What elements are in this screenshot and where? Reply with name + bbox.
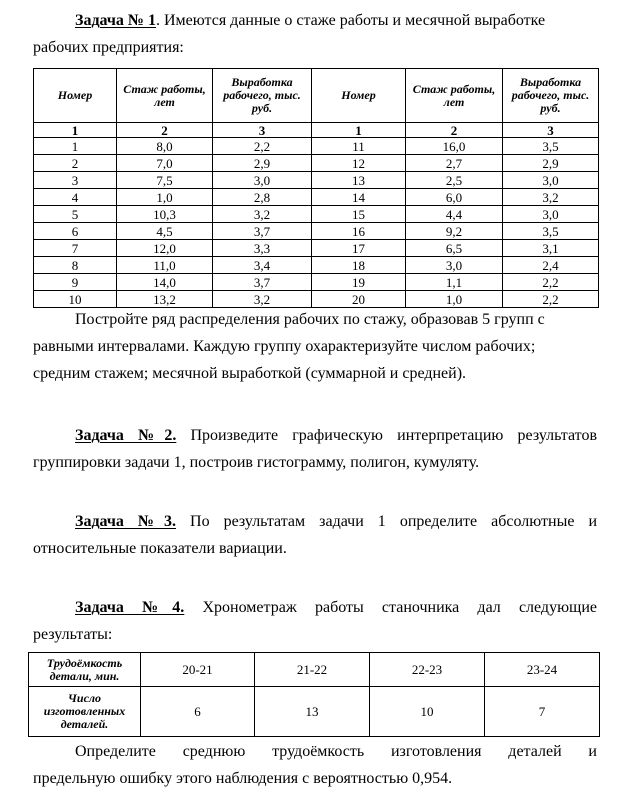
count-cell: 7	[485, 687, 600, 737]
output-cell: 2,8	[213, 189, 312, 206]
table-row	[34, 138, 599, 155]
table-row	[34, 206, 599, 223]
labor-intensity-table	[28, 652, 600, 737]
header-number-2: Номер	[312, 69, 406, 123]
task3-title: Задача №3.	[75, 513, 177, 530]
output-cell: 2,2	[213, 138, 312, 155]
number-cell: 2	[34, 155, 117, 172]
task1-intro-line2: рабочих предприятия:	[33, 39, 184, 56]
experience-cell: 6,5	[406, 240, 503, 257]
output-cell: 3,5	[503, 138, 599, 155]
table-row	[34, 172, 599, 189]
task4-question-line2: предельную ошибку этого наблюдения с вероятностью 0,954.	[33, 770, 453, 787]
task3-line2: относительные показатели вариации.	[33, 540, 287, 557]
labor-intensity-row	[29, 653, 600, 687]
number-cell: 10	[34, 291, 117, 308]
number-cell: 20	[312, 291, 406, 308]
experience-cell: 14,0	[117, 274, 213, 291]
task2-text: Произведите графическую интерпретацию результатов	[176, 427, 598, 444]
table-row	[34, 223, 599, 240]
task2-line2: группировки задачи 1, построив гистограмму, полигон, кумуляту.	[33, 454, 480, 471]
number-cell: 13	[312, 172, 406, 189]
task1-question-line2: равными интервалами. Каждую группу охарактеризуйте числом рабочих;	[33, 338, 536, 355]
output-cell: 3,7	[213, 274, 312, 291]
output-cell: 2,2	[503, 274, 599, 291]
count-cell: 6	[141, 687, 255, 737]
task2-title: Задача №2.	[75, 427, 177, 444]
experience-cell: 13,2	[117, 291, 213, 308]
header-output-2: Выработка рабочего, тыс. руб.	[503, 69, 599, 123]
experience-cell: 2,7	[406, 155, 503, 172]
task4-question-line1: Определите среднюю трудоёмкость изготовления деталей и	[75, 743, 597, 760]
header-experience-2: Стаж работы, лет	[406, 69, 503, 123]
experience-cell: 1,0	[117, 189, 213, 206]
header-output-1: Выработка рабочего, тыс. руб.	[213, 69, 312, 123]
experience-cell: 16,0	[406, 138, 503, 155]
task4-title: Задача №4.	[75, 599, 185, 616]
index-cell: 2	[406, 123, 503, 138]
task3-text: По результатам задачи 1 определите абсолютные и	[176, 513, 598, 530]
experience-cell: 12,0	[117, 240, 213, 257]
output-cell: 3,0	[503, 172, 599, 189]
table-row	[34, 189, 599, 206]
number-cell: 8	[34, 257, 117, 274]
interval-cell: 21-22	[255, 653, 370, 687]
output-cell: 3,3	[213, 240, 312, 257]
table-row	[34, 291, 599, 308]
experience-cell: 2,5	[406, 172, 503, 189]
number-cell: 9	[34, 274, 117, 291]
number-cell: 1	[34, 138, 117, 155]
number-cell: 15	[312, 206, 406, 223]
number-cell: 18	[312, 257, 406, 274]
number-cell: 17	[312, 240, 406, 257]
number-cell: 12	[312, 155, 406, 172]
output-cell: 3,0	[503, 206, 599, 223]
parts-count-row	[29, 687, 600, 737]
table-row	[34, 274, 599, 291]
table-header-row	[34, 69, 599, 123]
experience-cell: 4,4	[406, 206, 503, 223]
count-cell: 10	[370, 687, 485, 737]
number-cell: 5	[34, 206, 117, 223]
task1-intro-text: . Имеются данные о стаже работы и месячной выработке	[156, 12, 546, 29]
output-cell: 3,2	[503, 189, 599, 206]
task2-line1	[75, 423, 597, 449]
output-cell: 3,2	[213, 206, 312, 223]
experience-cell: 8,0	[117, 138, 213, 155]
output-cell: 3,0	[213, 172, 312, 189]
task1-question-line1: Постройте ряд распределения рабочих по стажу, образовав 5 групп с	[75, 311, 545, 328]
interval-cell: 20-21	[141, 653, 255, 687]
header-experience-1: Стаж работы, лет	[117, 69, 213, 123]
interval-cell: 23-24	[485, 653, 600, 687]
experience-cell: 3,0	[406, 257, 503, 274]
task4-text: Хронометраж работы станочника дал следующие	[184, 599, 598, 616]
output-cell: 2,9	[503, 155, 599, 172]
work-experience-table	[33, 68, 599, 308]
count-cell: 13	[255, 687, 370, 737]
output-cell: 2,2	[503, 291, 599, 308]
labor-intensity-header: Трудоёмкость детали, мин.	[29, 653, 141, 687]
output-cell: 2,4	[503, 257, 599, 274]
number-cell: 4	[34, 189, 117, 206]
number-cell: 6	[34, 223, 117, 240]
index-cell: 1	[312, 123, 406, 138]
number-cell: 11	[312, 138, 406, 155]
output-cell: 3,7	[213, 223, 312, 240]
index-cell: 3	[213, 123, 312, 138]
output-cell: 3,4	[213, 257, 312, 274]
task1-intro-line1	[75, 8, 597, 34]
task4-line1	[75, 595, 597, 621]
number-cell: 16	[312, 223, 406, 240]
index-cell: 1	[34, 123, 117, 138]
index-cell: 2	[117, 123, 213, 138]
experience-cell: 11,0	[117, 257, 213, 274]
index-cell: 3	[503, 123, 599, 138]
number-cell: 7	[34, 240, 117, 257]
experience-cell: 7,0	[117, 155, 213, 172]
output-cell: 3,1	[503, 240, 599, 257]
header-number-1: Номер	[34, 69, 117, 123]
number-cell: 14	[312, 189, 406, 206]
experience-cell: 1,1	[406, 274, 503, 291]
experience-cell: 9,2	[406, 223, 503, 240]
output-cell: 3,5	[503, 223, 599, 240]
experience-cell: 4,5	[117, 223, 213, 240]
parts-count-header: Число изготовленных деталей.	[29, 687, 141, 737]
table-row	[34, 240, 599, 257]
table-row	[34, 257, 599, 274]
table-index-row	[34, 123, 599, 138]
table-row	[34, 155, 599, 172]
output-cell: 3,2	[213, 291, 312, 308]
number-cell: 19	[312, 274, 406, 291]
experience-cell: 6,0	[406, 189, 503, 206]
task1-title: Задача № 1	[75, 12, 156, 29]
task1-question-line3: средним стажем; месячной выработкой (суммарной и средней).	[33, 365, 467, 382]
task3-line1	[75, 509, 597, 535]
experience-cell: 7,5	[117, 172, 213, 189]
experience-cell: 1,0	[406, 291, 503, 308]
number-cell: 3	[34, 172, 117, 189]
task4-line2: результаты:	[33, 626, 113, 643]
interval-cell: 22-23	[370, 653, 485, 687]
output-cell: 2,9	[213, 155, 312, 172]
experience-cell: 10,3	[117, 206, 213, 223]
